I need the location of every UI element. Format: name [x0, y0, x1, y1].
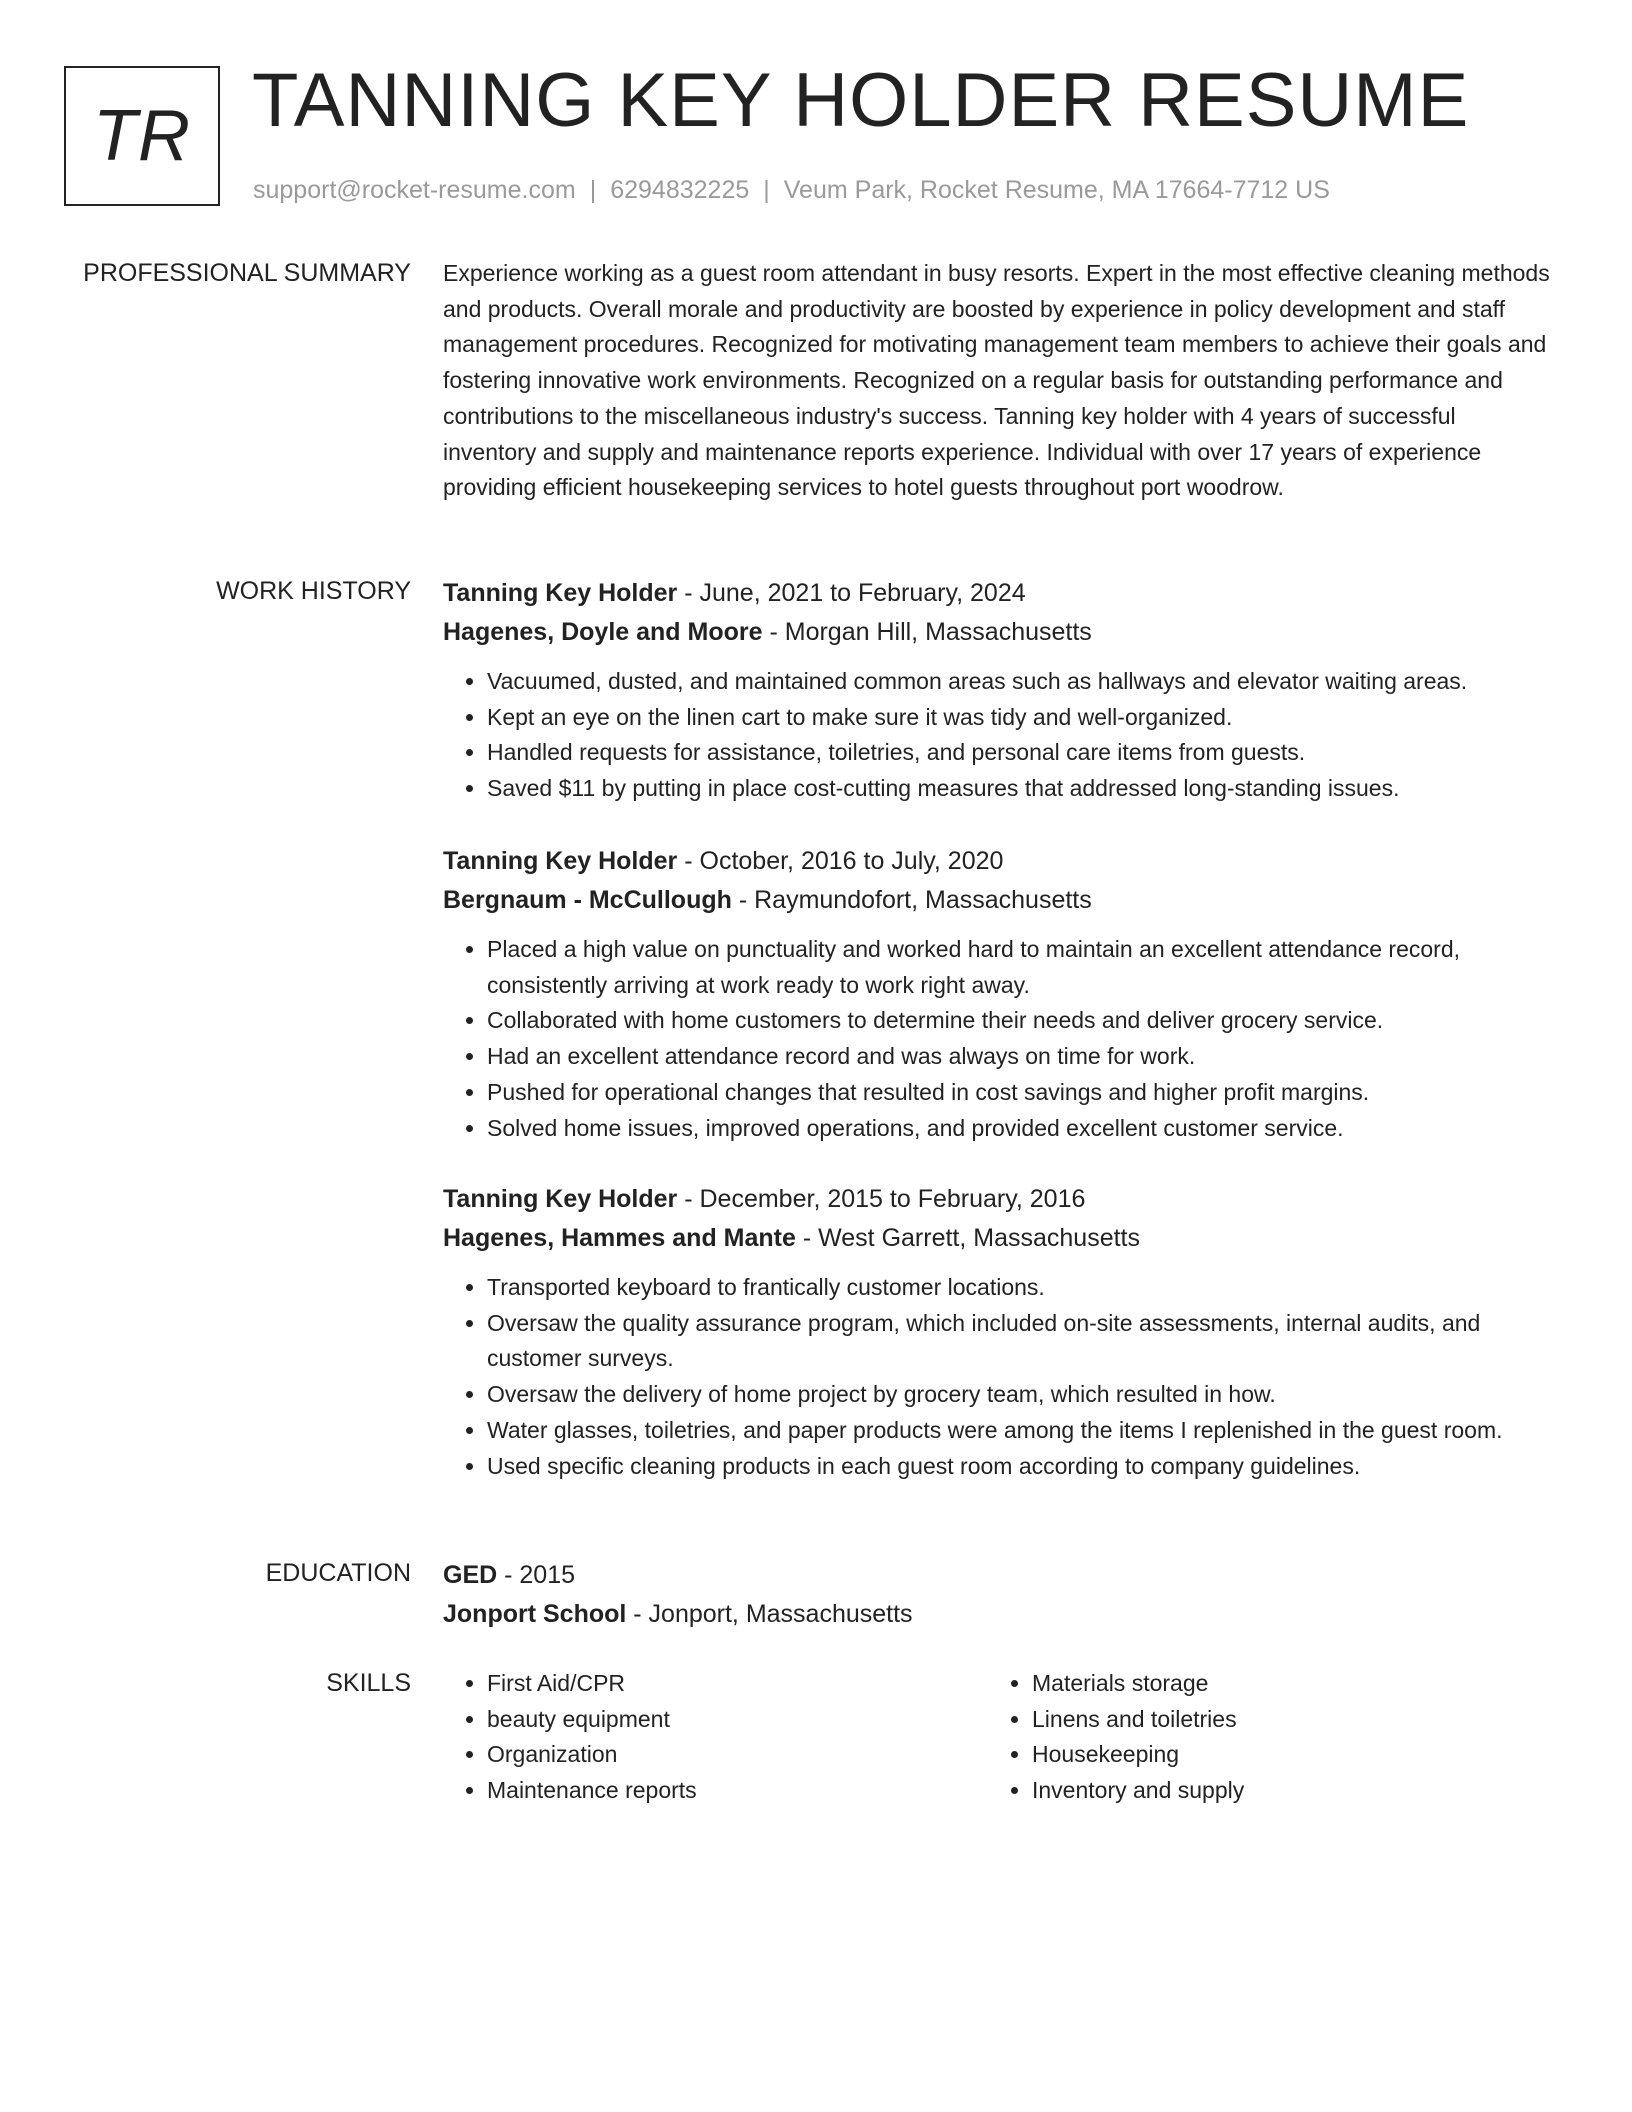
job-title-line: Tanning Key Holder - December, 2015 to February, 2016	[443, 1185, 1086, 1213]
summary-text: Experience working as a guest room attendant in busy resorts. Expert in the most effective cleaning methods and products. Overall morale and productivity are boosted by experience in policy development and staff management procedures. Recognized for motivating management team members to achieve their goals and fostering innovative work environments. Recognized on a regular basis for outstanding performance and contributions to the miscellaneous industry's success. Tanning key holder with 4 years of successful inventory and supply and maintenance reports experience. Individual with over 17 years of experience providing efficient housekeeping services to hotel guests throughout port woodrow.	[443, 260, 1550, 501]
monogram-initials: TR	[93, 96, 191, 176]
section-label-work-history: WORK HISTORY	[216, 577, 411, 605]
job-bullets	[443, 1270, 1553, 1484]
summary-body	[443, 256, 1553, 506]
job-entry	[443, 574, 1553, 807]
job-location: Raymundofort, Massachusetts	[754, 886, 1092, 914]
job-bullet: • Kept an eye on the linen cart to make sure it was tidy and well-organized.	[487, 700, 1553, 736]
skill-item: • Maintenance reports	[487, 1773, 943, 1809]
contact-address: Veum Park, Rocket Resume, MA 17664-7712 US	[783, 176, 1330, 204]
resume-title: TANNING KEY HOLDER RESUME	[252, 58, 1470, 143]
job-company: Bergnaum - McCullough	[443, 886, 732, 914]
job-title-line: Tanning Key Holder - June, 2021 to February, 2024	[443, 579, 1026, 607]
contact-phone[interactable]: 6294832225	[610, 176, 750, 204]
education-school: Jonport School	[443, 1600, 627, 1628]
job-company-line: Bergnaum - McCullough - Raymundofort, Massachusetts	[443, 886, 1092, 914]
job-dates: December, 2015 to February, 2016	[699, 1185, 1086, 1213]
job-title: Tanning Key Holder	[443, 847, 678, 875]
job-bullet: • Solved home issues, improved operations, and provided excellent customer service.	[487, 1111, 1553, 1147]
job-bullet: • Used specific cleaning products in each guest room according to company guidelines.	[487, 1449, 1553, 1485]
job-bullet: • Placed a high value on punctuality and worked hard to maintain an excellent attendance record, consistently arriving at work ready to work right away.	[487, 932, 1553, 1003]
skill-item: • Linens and toiletries	[1032, 1702, 1488, 1738]
job-dates: October, 2016 to July, 2020	[699, 847, 1004, 875]
education-body	[443, 1556, 1553, 1634]
job-company: Hagenes, Doyle and Moore	[443, 618, 763, 646]
skill-item: • Materials storage	[1032, 1666, 1488, 1702]
skills-column-left	[443, 1666, 943, 1809]
job-bullets	[443, 932, 1553, 1146]
job-bullet: • Saved $11 by putting in place cost-cutting measures that addressed long-standing issues.	[487, 771, 1553, 807]
job-bullets	[443, 664, 1553, 807]
job-bullet: • Oversaw the delivery of home project by grocery team, which resulted in how.	[487, 1377, 1553, 1413]
job-company-line: Hagenes, Doyle and Moore - Morgan Hill, Massachusetts	[443, 618, 1092, 646]
skill-item: • Organization	[487, 1737, 943, 1773]
job-bullet: • Handled requests for assistance, toiletries, and personal care items from guests.	[487, 735, 1553, 771]
education-year: 2015	[519, 1561, 576, 1589]
education-location: Jonport, Massachusetts	[648, 1600, 913, 1628]
skill-item: • Inventory and supply	[1032, 1773, 1488, 1809]
job-dates: June, 2021 to February, 2024	[699, 579, 1026, 607]
section-label-summary: PROFESSIONAL SUMMARY	[83, 259, 411, 287]
skills-list	[443, 1666, 943, 1809]
job-company: Hagenes, Hammes and Mante	[443, 1224, 796, 1252]
job-bullet: • Oversaw the quality assurance program, which included on-site assessments, internal audits, and customer surveys.	[487, 1306, 1553, 1377]
skill-item: • Housekeeping	[1032, 1737, 1488, 1773]
job-title-line: Tanning Key Holder - October, 2016 to July, 2020	[443, 847, 1004, 875]
section-label-education: EDUCATION	[265, 1559, 411, 1587]
section-label-skills: SKILLS	[326, 1669, 411, 1697]
job-bullet: • Collaborated with home customers to determine their needs and deliver grocery service.	[487, 1003, 1553, 1039]
contact-email[interactable]: support@rocket-resume.com	[253, 176, 576, 204]
skills-list	[988, 1666, 1488, 1809]
job-company-line: Hagenes, Hammes and Mante - West Garrett, Massachusetts	[443, 1224, 1140, 1252]
education-degree: GED	[443, 1561, 498, 1589]
job-title: Tanning Key Holder	[443, 579, 678, 607]
skills-column-right	[988, 1666, 1488, 1809]
skill-item: • First Aid/CPR	[487, 1666, 943, 1702]
job-bullet: • Had an excellent attendance record and was always on time for work.	[487, 1039, 1553, 1075]
monogram-box	[64, 66, 220, 206]
job-location: West Garrett, Massachusetts	[818, 1224, 1140, 1252]
job-location: Morgan Hill, Massachusetts	[784, 618, 1092, 646]
job-title: Tanning Key Holder	[443, 1185, 678, 1213]
job-bullet: • Vacuumed, dusted, and maintained common areas such as hallways and elevator waiting areas.	[487, 664, 1553, 700]
skill-item: • beauty equipment	[487, 1702, 943, 1738]
job-entry	[443, 842, 1553, 1146]
contact-separator: |	[763, 176, 770, 204]
job-bullet: • Water glasses, toiletries, and paper products were among the items I replenished in the guest room.	[487, 1413, 1553, 1449]
job-entry	[443, 1180, 1553, 1484]
education-degree-line: GED - 2015	[443, 1561, 576, 1589]
job-bullet: • Transported keyboard to frantically customer locations.	[487, 1270, 1553, 1306]
education-school-line: Jonport School - Jonport, Massachusetts	[443, 1600, 913, 1628]
job-bullet: • Pushed for operational changes that resulted in cost savings and higher profit margins.	[487, 1075, 1553, 1111]
contact-separator: |	[589, 176, 597, 204]
contact-line	[253, 172, 1330, 208]
